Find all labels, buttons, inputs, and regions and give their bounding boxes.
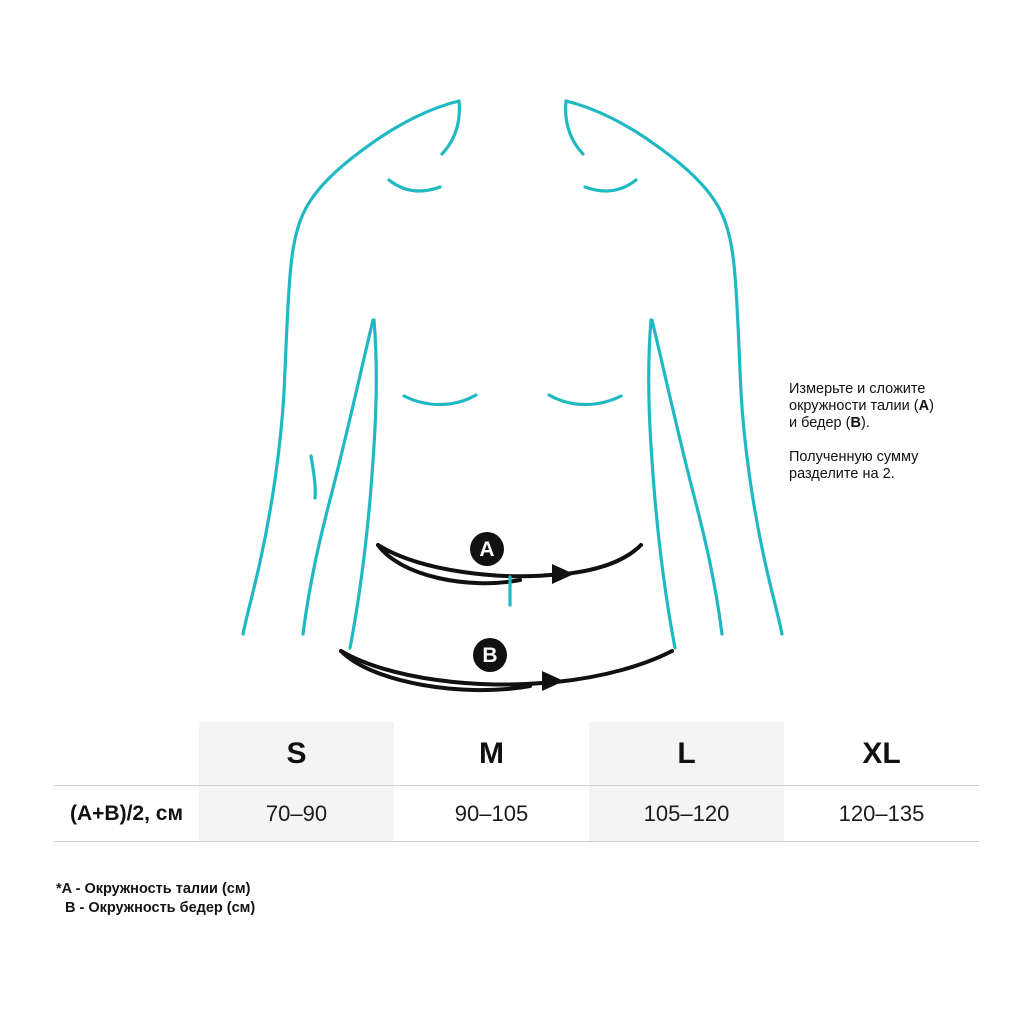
instruction-line-1a: Измерьте и сложите: [789, 381, 926, 397]
table-row: [54, 786, 979, 842]
table-cell-value-l: 105–120: [589, 786, 784, 842]
instruction-line-1c: ): [929, 398, 934, 414]
footnote-line-2: B - Окружность бедер (см): [65, 900, 256, 916]
marker-a-label: A: [479, 538, 495, 561]
instruction-line-2a: и бедер (: [789, 415, 851, 431]
table-row-label: (A+B)/2, см: [54, 786, 199, 842]
table-header-blank: [54, 722, 199, 786]
footnote: [56, 880, 255, 918]
table-header-row: [54, 722, 979, 786]
table-cell-value-m: 90–105: [394, 786, 589, 842]
instruction-line-4: разделите на 2.: [789, 466, 895, 482]
hip-arrow-head: [542, 671, 564, 691]
instruction-letter-a: A: [918, 398, 930, 414]
instruction-letter-b: B: [850, 415, 861, 431]
instruction-paragraph-1: [789, 381, 989, 432]
instruction-line-1b: окружности талии (: [789, 398, 919, 414]
table-cell-value-s: 70–90: [199, 786, 394, 842]
table-header-size-m: M: [479, 736, 504, 770]
footnote-line-1: *A - Окружность талии (см): [56, 881, 251, 897]
size-table: [54, 722, 979, 842]
table-cell-value-xl: 120–135: [784, 786, 979, 842]
table-header-size-s: S: [199, 722, 394, 786]
waist-arrow-head: [552, 564, 574, 584]
instruction-line-2b: ).: [860, 415, 870, 431]
measurement-instructions: [789, 381, 989, 483]
marker-b-label: B: [482, 644, 498, 667]
instruction-line-3: Полученную сумму: [789, 449, 919, 465]
table-header-size-xl: XL: [862, 736, 901, 770]
table-header-size-l: L: [589, 722, 784, 786]
instruction-paragraph-2: [789, 449, 989, 483]
